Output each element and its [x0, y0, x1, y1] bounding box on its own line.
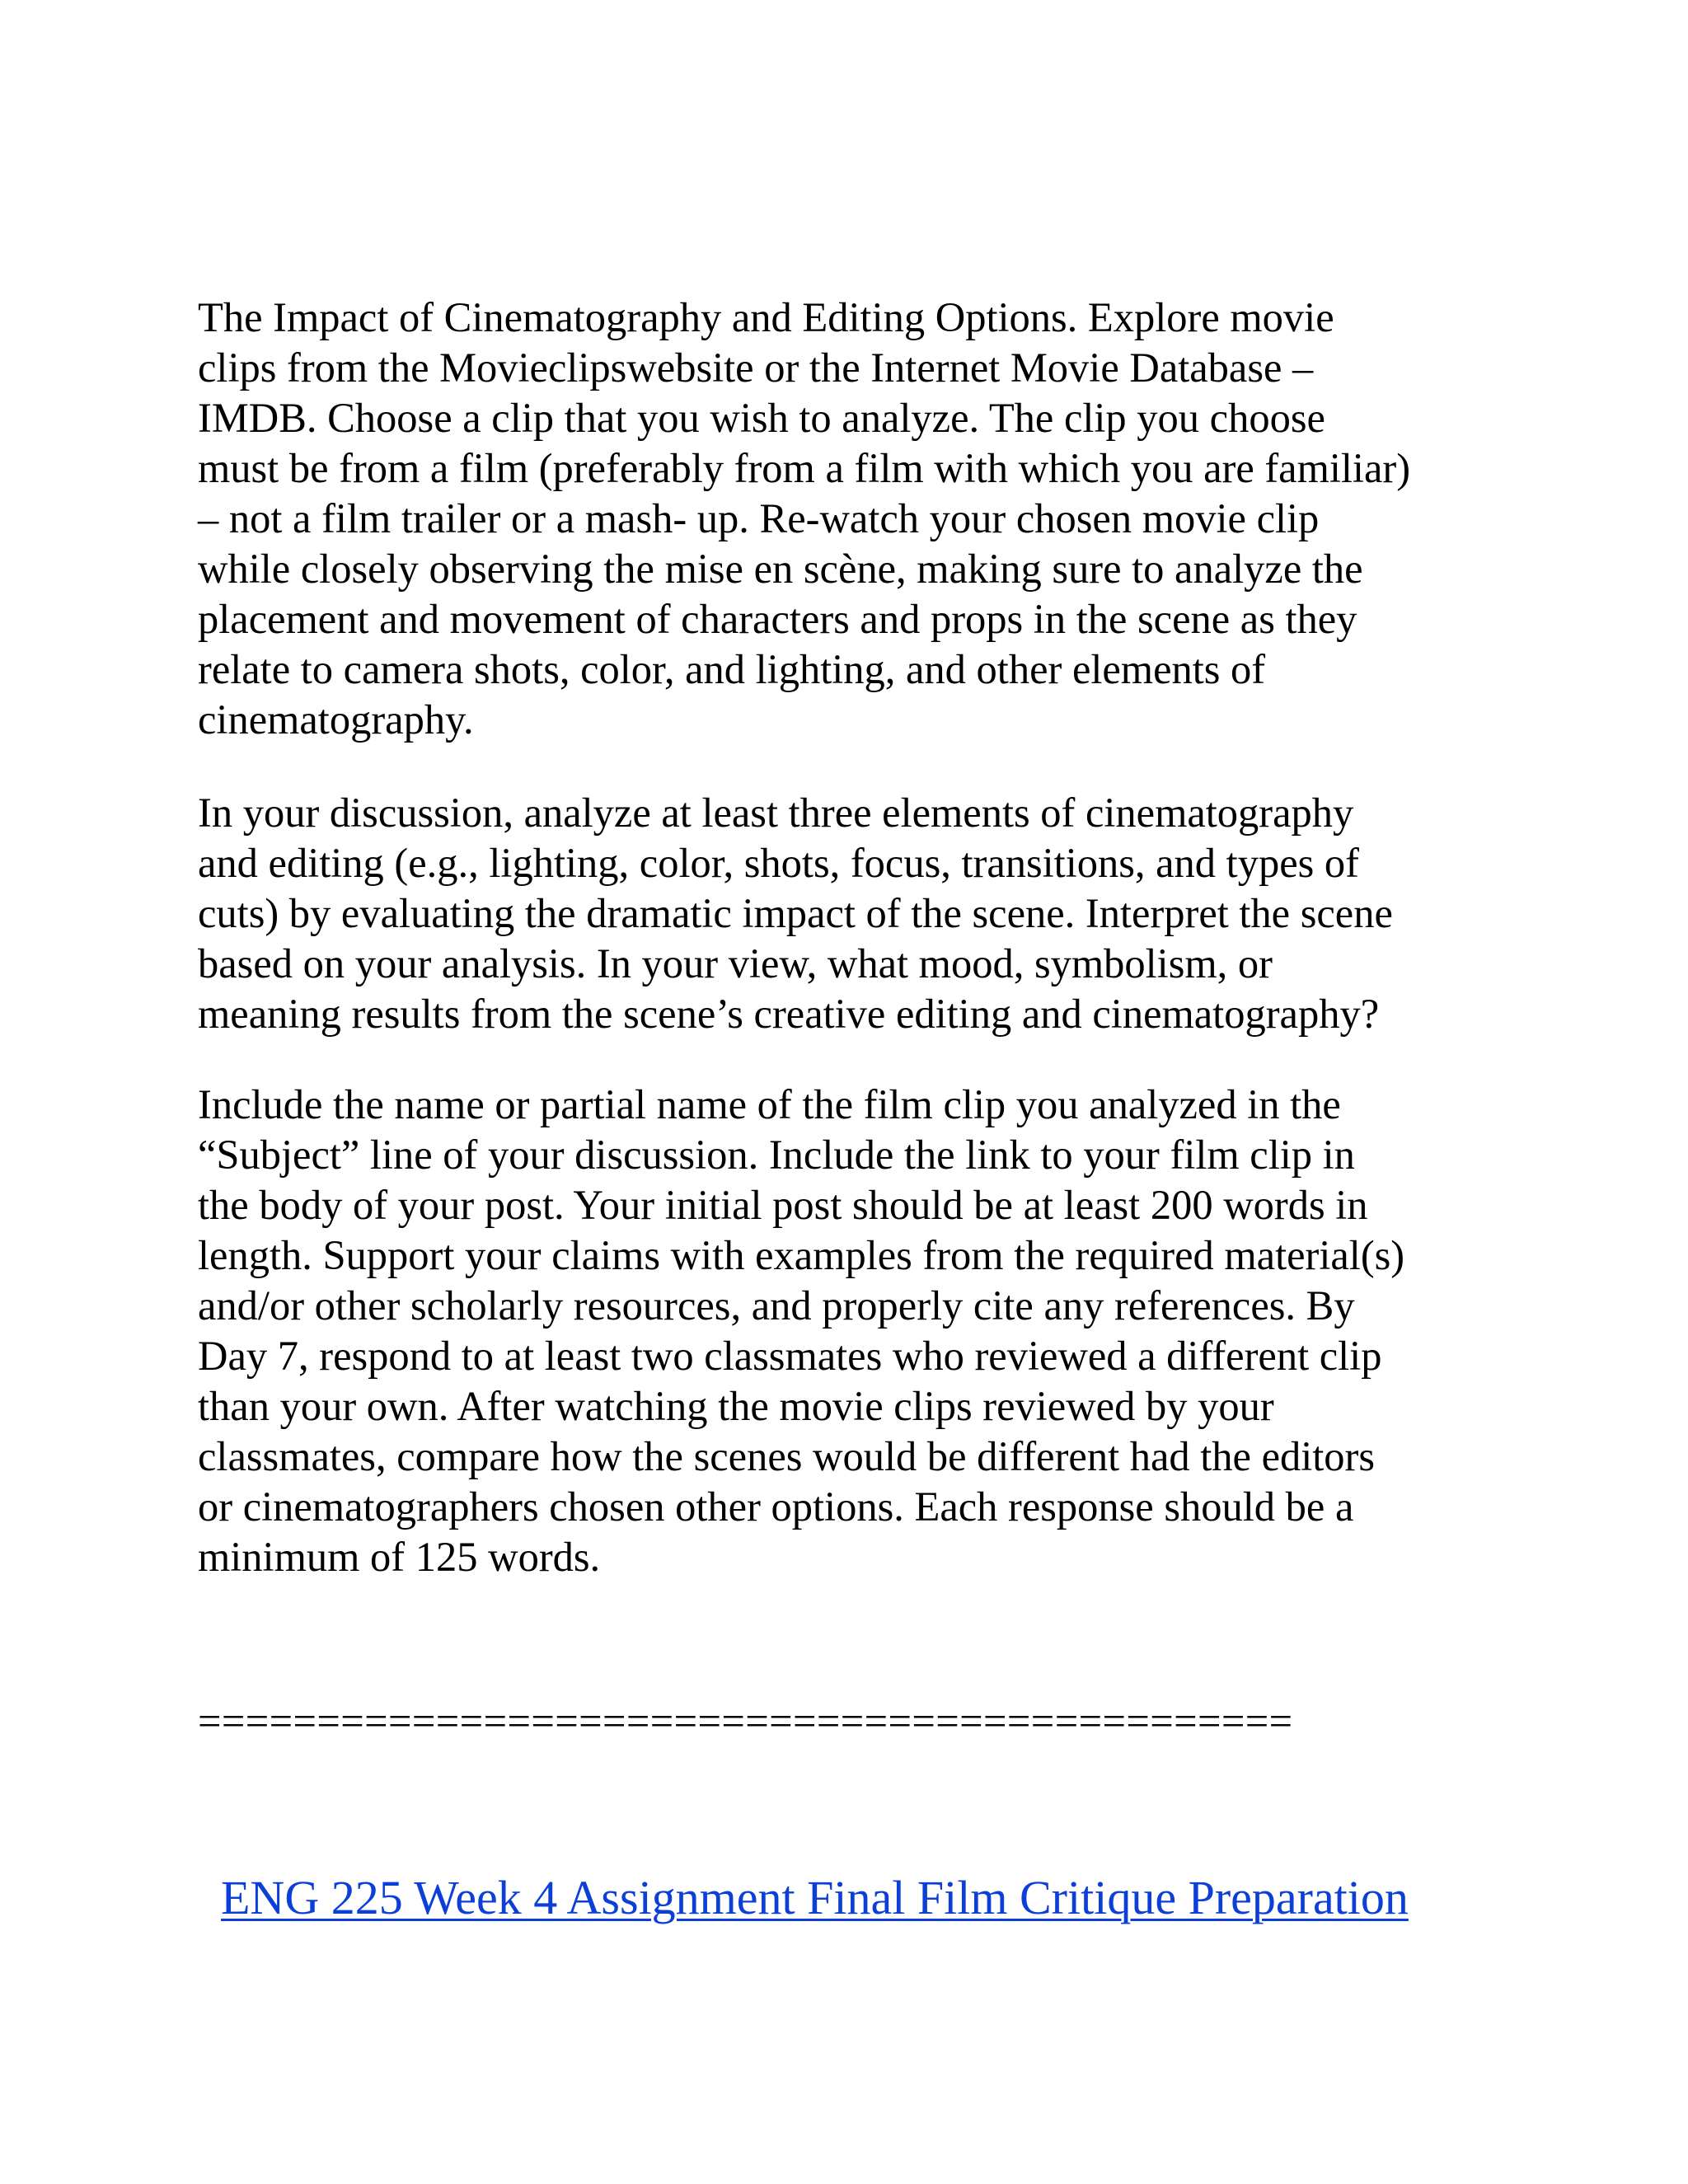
text-line: minimum of 125 words. [198, 1534, 601, 1580]
paragraph-assignment-intro [198, 293, 1484, 745]
text-line: or cinematographers chosen other options. Each response should be a [198, 1483, 1354, 1530]
text-line: based on your analysis. In your view, what mood, symbolism, or [198, 940, 1273, 987]
paragraph-post-instructions [198, 1080, 1484, 1582]
text-line: meaning results from the scene’s creative editing and cinematography? [198, 991, 1380, 1037]
text-line: “Subject” line of your discussion. Include the link to your film clip in [198, 1132, 1355, 1178]
text-line: cuts) by evaluating the dramatic impact of the scene. Interpret the scene [198, 890, 1393, 936]
text-line: must be from a film (preferably from a film with which you are familiar) [198, 445, 1411, 491]
text-line: while closely observing the mise en scène, making sure to analyze the [198, 546, 1363, 592]
text-line: placement and movement of characters and props in the scene as they [198, 596, 1357, 642]
assignment-link[interactable]: ENG 225 Week 4 Assignment Final Film Critique Preparation [221, 1871, 1409, 1924]
text-line: Day 7, respond to at least two classmates who reviewed a different clip [198, 1333, 1382, 1379]
text-line: – not a film trailer or a mash- up. Re-watch your chosen movie clip [198, 495, 1320, 541]
text-line: classmates, compare how the scenes would be different had the editors [198, 1433, 1376, 1479]
separator-line: ============================================== [198, 1698, 1293, 1744]
text-line: Include the name or partial name of the film clip you analyzed in the [198, 1081, 1341, 1127]
text-line: and/or other scholarly resources, and properly cite any references. By [198, 1282, 1355, 1329]
text-line: cinematography. [198, 696, 474, 743]
text-line: IMDB. Choose a clip that you wish to analyze. The clip you choose [198, 395, 1325, 441]
text-line: The Impact of Cinematography and Editing Options. Explore movie [198, 294, 1334, 340]
text-line: the body of your post. Your initial post should be at least 200 words in [198, 1182, 1368, 1228]
paragraph-discussion-analysis [198, 788, 1484, 1039]
text-line: clips from the Movieclipswebsite or the Internet Movie Database – [198, 344, 1314, 391]
text-line: relate to camera shots, color, and lighting, and other elements of [198, 646, 1266, 692]
text-line: than your own. After watching the movie clips reviewed by your [198, 1383, 1274, 1429]
text-line: and editing (e.g., lighting, color, shots, focus, transitions, and types of [198, 840, 1359, 886]
text-line: In your discussion, analyze at least three elements of cinematography [198, 790, 1354, 836]
text-line: length. Support your claims with examples from the required material(s) [198, 1232, 1405, 1278]
